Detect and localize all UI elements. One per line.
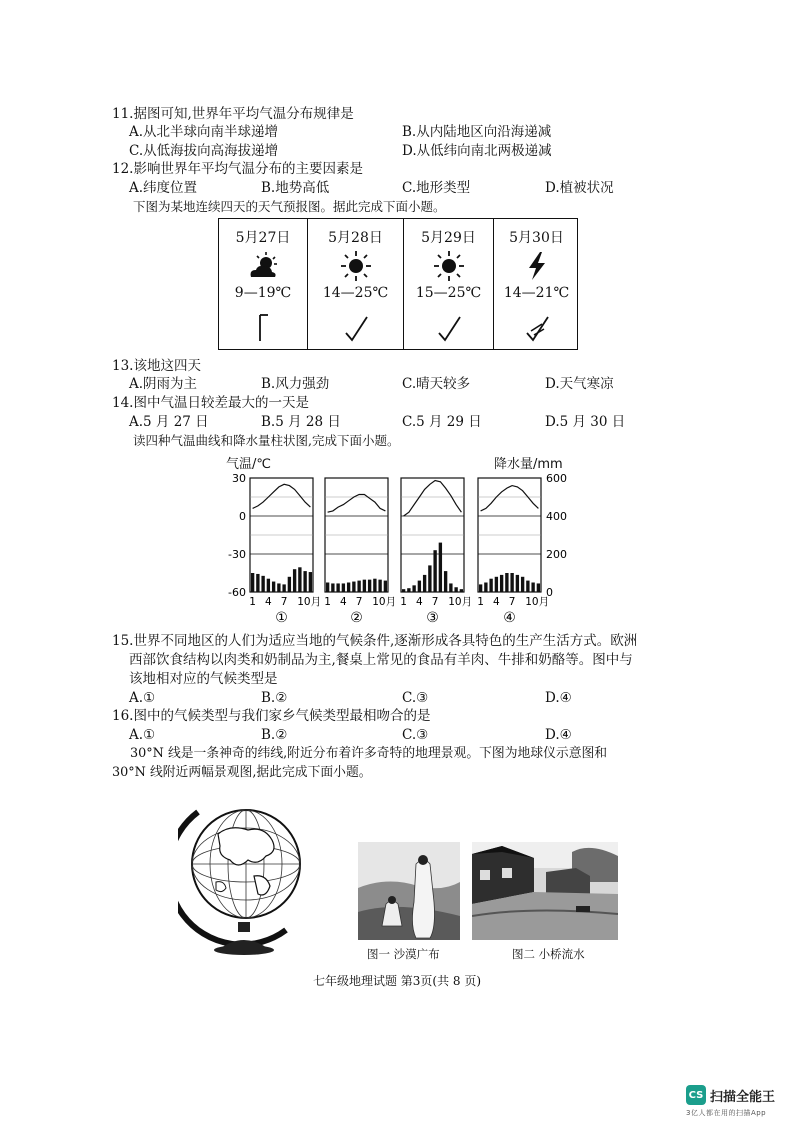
month-tick-label: 10月 — [297, 596, 322, 608]
figure2-caption: 图二 小桥流水 — [512, 947, 585, 961]
precipitation-bar — [412, 585, 415, 592]
precipitation-bar — [510, 573, 513, 592]
precipitation-bar — [303, 571, 306, 592]
precipitation-bar — [407, 588, 410, 592]
q15-line3: 该地相对应的气候类型是 — [129, 671, 278, 687]
q16-option-b: B.② — [261, 727, 288, 743]
precipitation-bar — [288, 577, 291, 592]
weather-date: 5月29日 — [421, 230, 476, 246]
precipitation-bar — [384, 581, 387, 592]
q11-option-a: A.从北半球向南半球递增 — [129, 124, 279, 140]
precipitation-bar — [357, 581, 360, 592]
q16-option-c: C.③ — [402, 727, 429, 743]
precipitation-bar — [373, 579, 376, 592]
weather-temp: 15—25℃ — [415, 285, 482, 301]
weather-date: 5月30日 — [509, 230, 564, 246]
precipitation-bar — [489, 579, 492, 592]
weather-date: 5月27日 — [235, 230, 291, 246]
sun-icon — [339, 249, 373, 283]
water-town-photo — [472, 842, 618, 940]
q11-option-b: B.从内陆地区向沿海递减 — [402, 124, 552, 140]
month-tick-label: 1 — [324, 596, 331, 608]
temp-tick-label: 0 — [239, 510, 246, 523]
precipitation-bar — [460, 589, 463, 592]
q12-stem: 12.影响世界年平均气温分布的主要因素是 — [112, 161, 363, 177]
precipitation-bar — [378, 580, 381, 592]
q11-option-d: D.从低纬向南北两极递减 — [402, 143, 552, 159]
q13-option-c: C.晴天较多 — [402, 376, 471, 392]
lat30-intro-line1: 30°N 线是一条神奇的纬线,附近分布着许多奇特的地理景观。下图为地球仪示意图和 — [130, 746, 608, 761]
precipitation-bar — [439, 543, 442, 592]
lat30-intro-line2: 30°N 线附近两幅景观图,据此完成下面小题。 — [112, 765, 372, 780]
scanner-logo-icon: CS — [686, 1085, 706, 1105]
precipitation-bar — [352, 582, 355, 592]
precip-tick-label: 600 — [546, 472, 567, 485]
precipitation-bar — [342, 583, 345, 592]
precip-axis-label: 降水量/mm — [494, 457, 563, 472]
q13-option-b: B.风力强劲 — [261, 376, 330, 392]
climate-panel-label: ① — [275, 610, 288, 626]
precipitation-bar — [495, 577, 498, 592]
q11-stem: 11.据图可知,世界年平均气温分布规律是 — [112, 106, 354, 122]
figure1-caption: 图一 沙漠广布 — [367, 947, 440, 961]
partly-cloudy-icon — [246, 249, 280, 283]
month-tick-label: 1 — [400, 596, 407, 608]
precipitation-bar — [526, 581, 529, 592]
scanner-tagline: 3亿人都在用的扫描App — [686, 1109, 767, 1117]
precip-tick-label: 400 — [546, 510, 567, 523]
thunder-icon — [520, 249, 554, 283]
precipitation-bar — [363, 580, 366, 592]
precipitation-bar — [454, 587, 457, 592]
page-footer: 七年级地理试题 第3页(共 8 页) — [312, 974, 482, 988]
weather-forecast-table — [218, 218, 578, 350]
wind-check-double-icon — [522, 309, 552, 343]
month-tick-label: 7 — [508, 596, 516, 608]
q15-option-a: A.① — [129, 690, 156, 706]
temp-tick-label: -60 — [228, 586, 246, 599]
precipitation-bar — [331, 583, 334, 592]
precipitation-bar — [277, 583, 280, 592]
wind-check-icon — [434, 309, 464, 343]
precipitation-bar — [256, 574, 259, 592]
precipitation-bar — [368, 580, 371, 592]
q12-option-b: B.地势高低 — [261, 180, 330, 196]
weather-temp: 14—25℃ — [322, 285, 389, 301]
q13-stem: 13.该地这四天 — [112, 358, 201, 374]
precipitation-bar — [309, 572, 312, 592]
precipitation-bar — [484, 583, 487, 593]
precipitation-bar — [251, 573, 254, 592]
q12-option-a: A.纬度位置 — [129, 180, 198, 196]
month-tick-label: 1 — [249, 596, 256, 608]
precipitation-bar — [433, 550, 436, 592]
temperature-curve — [481, 486, 539, 511]
q14-stem: 14.图中气温日较差最大的一天是 — [112, 395, 309, 411]
weather-temp: 9—19℃ — [234, 285, 292, 301]
precipitation-bar — [531, 583, 534, 593]
sun-icon — [432, 249, 466, 283]
precipitation-bar — [282, 584, 285, 592]
scanner-app-name: 扫描全能王 — [710, 1089, 776, 1105]
month-tick-label: 1 — [477, 596, 484, 608]
q13-option-d: D.天气寒凉 — [545, 376, 614, 392]
month-tick-label: 7 — [280, 596, 288, 608]
temperature-curve — [253, 484, 311, 508]
desert-photo — [358, 842, 460, 940]
q16-option-d: D.④ — [545, 727, 572, 743]
weather-temp: 14—21℃ — [503, 285, 570, 301]
precipitation-bar — [449, 583, 452, 592]
precipitation-bar — [537, 583, 540, 592]
precipitation-bar — [418, 581, 421, 592]
precipitation-bar — [402, 589, 405, 592]
wind-flag-icon — [248, 309, 278, 343]
q15-option-b: B.② — [261, 690, 288, 706]
q12-option-c: C.地形类型 — [402, 180, 471, 196]
globe-illustration — [178, 790, 310, 960]
weather-intro: 下图为某地连续四天的天气预报图。据此完成下面小题。 — [133, 199, 446, 214]
precip-tick-label: 200 — [546, 548, 567, 561]
precipitation-bar — [272, 582, 275, 592]
q14-option-b: B.5 月 28 日 — [261, 414, 341, 430]
weather-day-2 — [307, 219, 403, 349]
precipitation-bar — [505, 573, 508, 592]
precipitation-bar — [293, 569, 296, 592]
q12-option-d: D.植被状况 — [545, 180, 614, 196]
temperature-curve — [404, 481, 462, 517]
temp-tick-label: 30 — [232, 472, 246, 485]
temp-axis-label: 气温/℃ — [226, 457, 271, 472]
weather-day-4 — [493, 219, 579, 349]
month-tick-label: 4 — [493, 596, 500, 608]
precipitation-bar — [444, 571, 447, 592]
climate-panel-label: ④ — [503, 610, 516, 626]
precipitation-bar — [336, 583, 339, 592]
precipitation-bar — [298, 567, 301, 592]
precipitation-bar — [428, 565, 431, 592]
weather-day-1 — [219, 219, 307, 349]
month-tick-label: 10月 — [372, 596, 397, 608]
q14-option-d: D.5 月 30 日 — [545, 414, 626, 430]
precipitation-bar — [521, 577, 524, 592]
month-tick-label: 10月 — [525, 596, 550, 608]
q11-option-c: C.从低海拔向高海拔递增 — [129, 143, 279, 159]
precipitation-bar — [326, 583, 329, 593]
month-tick-label: 4 — [340, 596, 347, 608]
month-tick-label: 4 — [416, 596, 423, 608]
climate-intro: 读四种气温曲线和降水量柱状图,完成下面小题。 — [133, 433, 400, 448]
precipitation-bar — [516, 575, 519, 592]
precipitation-bar — [500, 575, 503, 592]
weather-day-3 — [403, 219, 493, 349]
month-tick-label: 10月 — [448, 596, 473, 608]
temp-tick-label: -30 — [228, 548, 246, 561]
wind-check-icon — [341, 309, 371, 343]
scanner-watermark — [686, 1085, 775, 1118]
climate-panel-label: ② — [350, 610, 363, 626]
q15-line2: 西部饮食结构以肉类和奶制品为主,餐桌上常见的食品有羊肉、牛排和奶酪等。图中与 — [129, 652, 633, 668]
climate-panel-label: ③ — [426, 610, 439, 626]
q13-option-a: A.阴雨为主 — [129, 376, 198, 392]
q16-option-a: A.① — [129, 727, 156, 743]
q15-option-d: D.④ — [545, 690, 572, 706]
q14-option-c: C.5 月 29 日 — [402, 414, 482, 430]
precipitation-bar — [347, 583, 350, 593]
q14-option-a: A.5 月 27 日 — [129, 414, 209, 430]
precipitation-bar — [261, 576, 264, 592]
month-tick-label: 7 — [355, 596, 363, 608]
q15-option-c: C.③ — [402, 690, 429, 706]
month-tick-label: 4 — [265, 596, 272, 608]
month-tick-label: 7 — [431, 596, 439, 608]
precipitation-bar — [267, 579, 270, 592]
precipitation-bar — [479, 584, 482, 592]
precip-tick-label: 0 — [546, 586, 553, 599]
weather-date: 5月28日 — [328, 230, 383, 246]
q15-line1: 15.世界不同地区的人们为适应当地的气候条件,逐渐形成各具特色的生产生活方式。欧洲 — [112, 633, 638, 649]
q16-stem: 16.图中的气候类型与我们家乡气候类型最相吻合的是 — [112, 708, 431, 724]
climate-chart — [220, 466, 580, 628]
precipitation-bar — [423, 575, 426, 592]
